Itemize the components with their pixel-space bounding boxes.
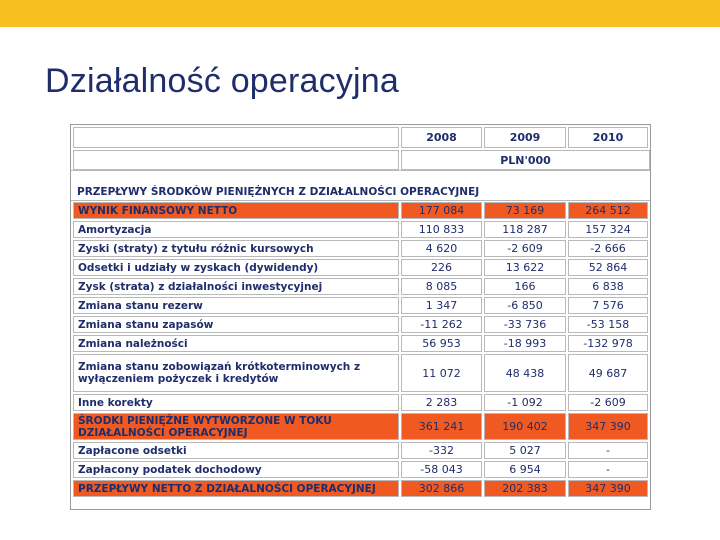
table-row [71, 413, 650, 440]
table-row [71, 278, 650, 295]
header-empty-cell [73, 127, 399, 148]
value-2010: 347 390 [568, 480, 648, 497]
table-row [71, 354, 650, 392]
year-header-row [71, 127, 650, 148]
table-row [71, 297, 650, 314]
slide-title: Działalność operacyjna [45, 62, 400, 100]
cash-flow-table [70, 124, 651, 510]
row-label: Zapłacone odsetki [73, 442, 399, 459]
value-2009: 13 622 [484, 259, 566, 276]
row-label: Zmiana stanu rezerw [73, 297, 399, 314]
value-2008: 56 953 [401, 335, 482, 352]
value-2008: 177 084 [401, 202, 482, 219]
row-label: Zmiana stanu zapasów [73, 316, 399, 333]
year-2010: 2010 [568, 127, 648, 148]
table-row [71, 394, 650, 411]
value-2010: 264 512 [568, 202, 648, 219]
row-label: Odsetki i udziały w zyskach (dywidendy) [73, 259, 399, 276]
divider [71, 170, 650, 171]
value-2008: 2 283 [401, 394, 482, 411]
row-label: Zmiana należności [73, 335, 399, 352]
value-2010: - [568, 442, 648, 459]
row-label: Amortyzacja [73, 221, 399, 238]
unit-empty-cell [73, 150, 399, 170]
value-2009: 202 383 [484, 480, 566, 497]
table-row [71, 202, 650, 219]
table-row [71, 240, 650, 257]
value-2009: 5 027 [484, 442, 566, 459]
value-2008: -11 262 [401, 316, 482, 333]
value-2009: -18 993 [484, 335, 566, 352]
value-2009: -2 609 [484, 240, 566, 257]
row-label: Zmiana stanu zobowiązań krótkoterminowych z wyłączeniem pożyczek i kredytów [73, 354, 399, 392]
value-2008: 110 833 [401, 221, 482, 238]
table-row [71, 335, 650, 352]
value-2010: -2 609 [568, 394, 648, 411]
value-2010: 7 576 [568, 297, 648, 314]
value-2008: 8 085 [401, 278, 482, 295]
value-2008: 302 866 [401, 480, 482, 497]
value-2010: 6 838 [568, 278, 648, 295]
value-2010: -53 158 [568, 316, 648, 333]
row-label: WYNIK FINANSOWY NETTO [73, 202, 399, 219]
value-2009: 190 402 [484, 413, 566, 440]
unit-label: PLN'000 [401, 150, 650, 170]
value-2008: 11 072 [401, 354, 482, 392]
table-row [71, 442, 650, 459]
value-2010: 52 864 [568, 259, 648, 276]
value-2008: 361 241 [401, 413, 482, 440]
top-accent-bar [0, 0, 720, 27]
value-2009: 166 [484, 278, 566, 295]
value-2009: 48 438 [484, 354, 566, 392]
divider [71, 200, 650, 201]
value-2009: -1 092 [484, 394, 566, 411]
value-2008: 1 347 [401, 297, 482, 314]
value-2008: -332 [401, 442, 482, 459]
table-row [71, 461, 650, 478]
unit-row [71, 150, 650, 170]
row-label: Inne korekty [73, 394, 399, 411]
row-label: PRZEPŁYWY NETTO Z DZIAŁALNOŚCI OPERACYJNEJ [73, 480, 399, 497]
value-2009: -33 736 [484, 316, 566, 333]
table-row [71, 221, 650, 238]
year-2008: 2008 [401, 127, 482, 148]
value-2010: -132 978 [568, 335, 648, 352]
table-row [71, 259, 650, 276]
value-2010: 49 687 [568, 354, 648, 392]
value-2009: 73 169 [484, 202, 566, 219]
value-2010: 157 324 [568, 221, 648, 238]
value-2008: 226 [401, 259, 482, 276]
year-2009: 2009 [484, 127, 566, 148]
section-row [71, 172, 650, 200]
row-label: Zyski (straty) z tytułu różnic kursowych [73, 240, 399, 257]
value-2009: 6 954 [484, 461, 566, 478]
value-2010: -2 666 [568, 240, 648, 257]
row-label: ŚRODKI PIENIĘŻNE WYTWORZONE W TOKU DZIAŁALNOŚCI OPERACYJNEJ [73, 413, 399, 440]
row-label: Zapłacony podatek dochodowy [73, 461, 399, 478]
value-2010: - [568, 461, 648, 478]
value-2008: -58 043 [401, 461, 482, 478]
table-row [71, 316, 650, 333]
value-2009: 118 287 [484, 221, 566, 238]
value-2010: 347 390 [568, 413, 648, 440]
table-row [71, 480, 650, 497]
row-label: Zysk (strata) z działalności inwestycyjnej [73, 278, 399, 295]
section-title: PRZEPŁYWY ŚRODKÓW PIENIĘŻNYCH Z DZIAŁALNOŚCI OPERACYJNEJ [77, 186, 480, 198]
value-2009: -6 850 [484, 297, 566, 314]
value-2008: 4 620 [401, 240, 482, 257]
